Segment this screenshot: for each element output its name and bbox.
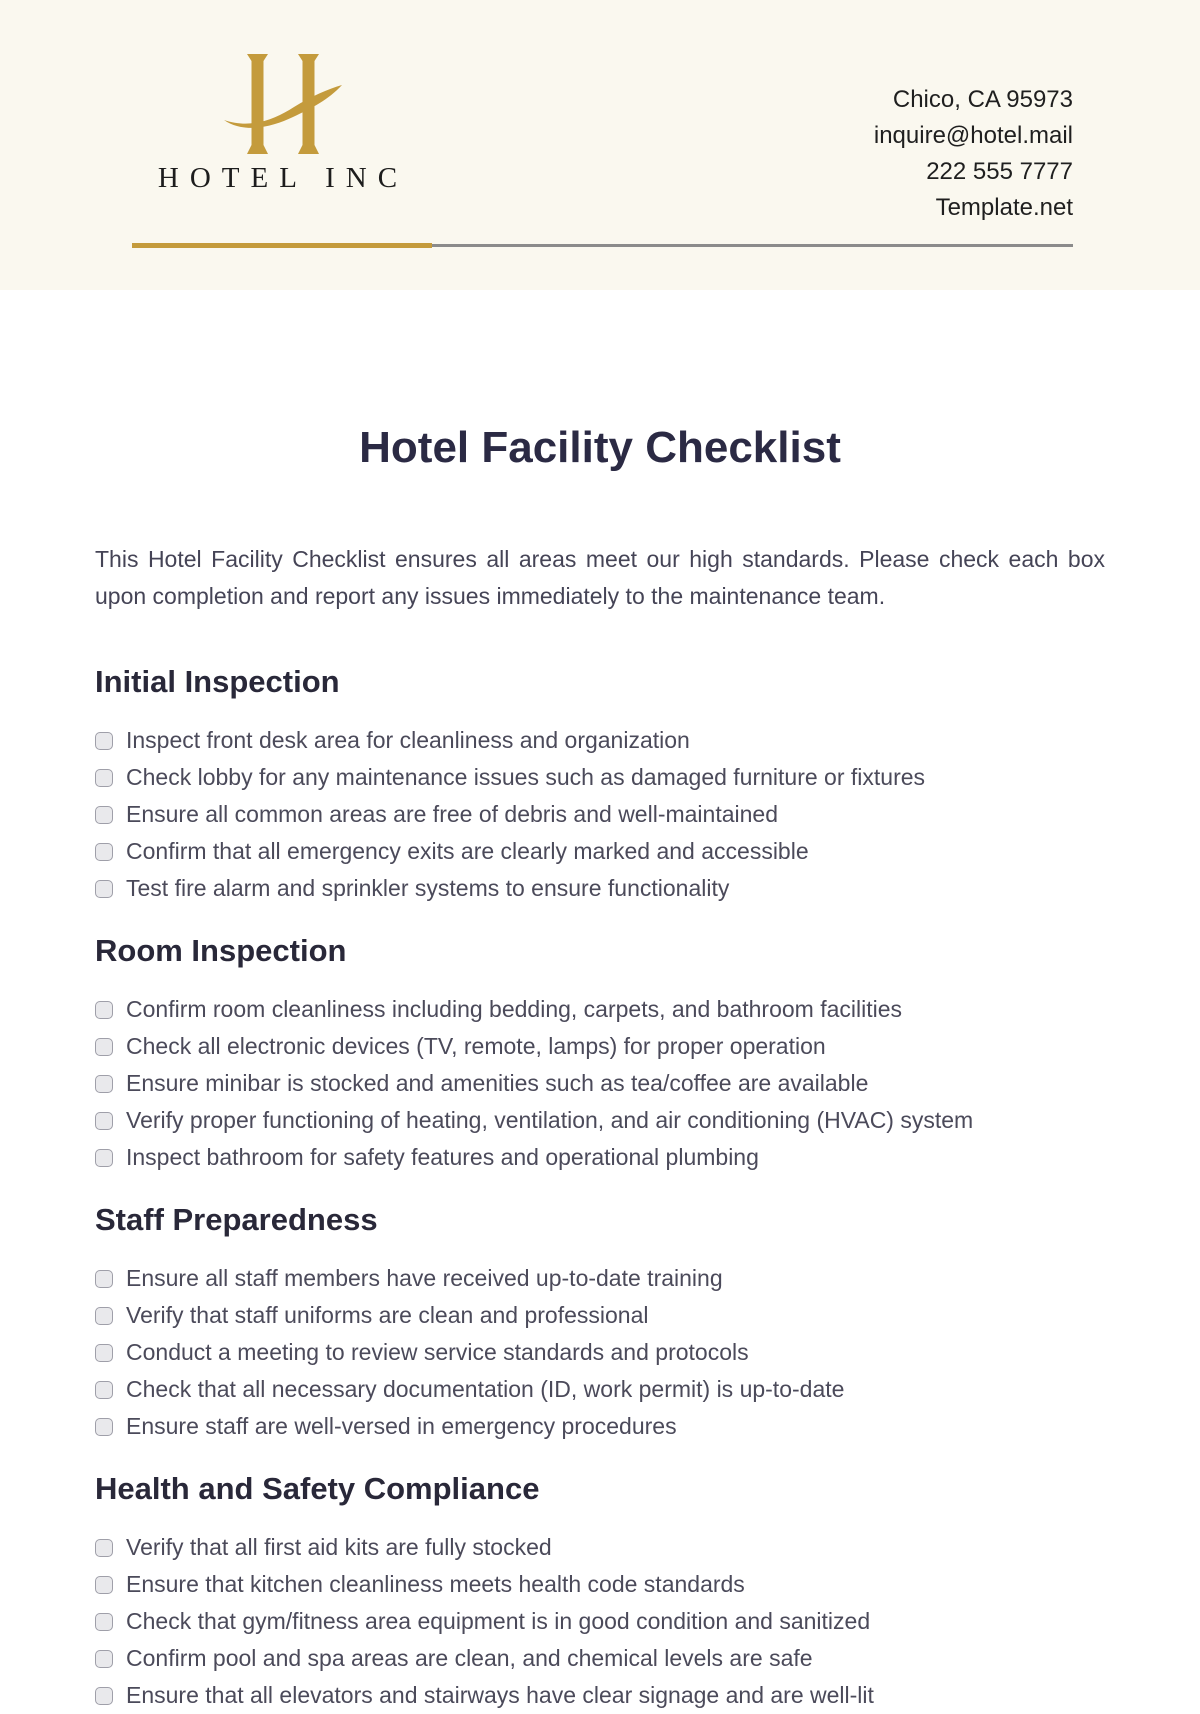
checkbox-icon[interactable] bbox=[95, 1418, 113, 1436]
checklist-item bbox=[95, 870, 1105, 907]
letterhead bbox=[0, 0, 1200, 290]
checkbox-icon[interactable] bbox=[95, 1344, 113, 1362]
checklist-item bbox=[95, 796, 1105, 833]
checklist-item bbox=[95, 1408, 1105, 1445]
checkbox-icon[interactable] bbox=[95, 1270, 113, 1288]
checklist-item bbox=[95, 1139, 1105, 1176]
page-title: Hotel Facility Checklist bbox=[359, 423, 841, 472]
checkbox-icon[interactable] bbox=[95, 1381, 113, 1399]
checkbox-icon[interactable] bbox=[95, 1650, 113, 1668]
checklist-item-label: Ensure all staff members have received up-to-date training bbox=[126, 1265, 723, 1291]
checklist-item-label: Inspect bathroom for safety features and operational plumbing bbox=[126, 1144, 759, 1170]
contact-email: inquire@hotel.mail bbox=[873, 122, 1073, 149]
checklist-item bbox=[95, 1603, 1105, 1640]
checklist-item bbox=[95, 1677, 1105, 1714]
checklist-item-label: Check lobby for any maintenance issues such as damaged furniture or fixtures bbox=[126, 764, 926, 790]
checklist-item bbox=[95, 1028, 1105, 1065]
document-body bbox=[0, 423, 1200, 1714]
checklist-item-label: Verify that staff uniforms are clean and professional bbox=[126, 1302, 649, 1328]
checkbox-icon[interactable] bbox=[95, 1038, 113, 1056]
checkbox-icon[interactable] bbox=[95, 843, 113, 861]
checkbox-icon[interactable] bbox=[95, 769, 113, 787]
checklist-item-label: Confirm room cleanliness including bedding, carpets, and bathroom facilities bbox=[126, 996, 903, 1022]
section-heading: Initial Inspection bbox=[95, 664, 340, 699]
checklist-item-label: Ensure staff are well-versed in emergency procedures bbox=[126, 1413, 677, 1439]
checklist bbox=[95, 991, 1105, 1176]
checklist-item-label: Confirm that all emergency exits are clearly marked and accessible bbox=[126, 838, 809, 864]
checkbox-icon[interactable] bbox=[95, 1001, 113, 1019]
checklist-item bbox=[95, 722, 1105, 759]
section-heading: Room Inspection bbox=[95, 933, 347, 968]
checklist-item-label: Ensure minibar is stocked and amenities such as tea/coffee are available bbox=[126, 1070, 869, 1096]
checklist bbox=[95, 722, 1105, 907]
checklist-item-label: Check that all necessary documentation (ID, work permit) is up-to-date bbox=[126, 1376, 845, 1402]
checkbox-icon[interactable] bbox=[95, 1075, 113, 1093]
hotel-name: HOTEL INC bbox=[157, 162, 409, 194]
checklist-item-label: Check that gym/fitness area equipment is in good condition and sanitized bbox=[126, 1608, 871, 1634]
checklist-item bbox=[95, 1065, 1105, 1102]
checkbox-icon[interactable] bbox=[95, 880, 113, 898]
checkbox-icon[interactable] bbox=[95, 1539, 113, 1557]
contact-address: Chico, CA 95973 bbox=[892, 86, 1073, 113]
checklist-item bbox=[95, 1334, 1105, 1371]
checklist-item bbox=[95, 1102, 1105, 1139]
checkbox-icon[interactable] bbox=[95, 1112, 113, 1130]
checklist bbox=[95, 1260, 1105, 1445]
contact-phone: 222 555 7777 bbox=[926, 158, 1073, 185]
divider-gray-segment bbox=[432, 244, 1073, 247]
checkbox-icon[interactable] bbox=[95, 1613, 113, 1631]
checklist-item bbox=[95, 1640, 1105, 1677]
checklist-item-label: Ensure that all elevators and stairways have clear signage and are well-lit bbox=[126, 1682, 874, 1708]
checklist-item bbox=[95, 1371, 1105, 1408]
hotel-monogram-icon bbox=[222, 52, 344, 158]
section-heading: Staff Preparedness bbox=[95, 1202, 378, 1237]
checklist bbox=[95, 1529, 1105, 1714]
checklist-item bbox=[95, 833, 1105, 870]
contact-website: Template.net bbox=[935, 194, 1073, 221]
checklist-item-label: Inspect front desk area for cleanliness and organization bbox=[126, 727, 690, 753]
checklist-sections bbox=[95, 662, 1105, 1714]
checkbox-icon[interactable] bbox=[95, 732, 113, 750]
header-divider bbox=[132, 243, 1073, 248]
checklist-item bbox=[95, 991, 1105, 1028]
checklist-item bbox=[95, 759, 1105, 796]
checklist-item-label: Verify that all first aid kits are fully stocked bbox=[126, 1534, 552, 1560]
checklist-item-label: Verify proper functioning of heating, ventilation, and air conditioning (HVAC) system bbox=[126, 1107, 974, 1133]
checklist-item bbox=[95, 1529, 1105, 1566]
checkbox-icon[interactable] bbox=[95, 1149, 113, 1167]
intro-paragraph: This Hotel Facility Checklist ensures all areas meet our high standards. Please check each box upon completion and report any issues immediately to the maintenance team. bbox=[95, 546, 1105, 609]
checkbox-icon[interactable] bbox=[95, 1576, 113, 1594]
checklist-item-label: Test fire alarm and sprinkler systems to ensure functionality bbox=[126, 875, 730, 901]
checklist-item-label: Confirm pool and spa areas are clean, and chemical levels are safe bbox=[126, 1645, 813, 1671]
hotel-logo bbox=[143, 52, 423, 195]
checklist-item-label: Ensure all common areas are free of debris and well-maintained bbox=[126, 801, 778, 827]
checkbox-icon[interactable] bbox=[95, 806, 113, 824]
checklist-item-label: Check all electronic devices (TV, remote, lamps) for proper operation bbox=[126, 1033, 826, 1059]
divider-gold-segment bbox=[132, 243, 432, 248]
checkbox-icon[interactable] bbox=[95, 1307, 113, 1325]
checklist-item bbox=[95, 1260, 1105, 1297]
checkbox-icon[interactable] bbox=[95, 1687, 113, 1705]
checklist-item bbox=[95, 1297, 1105, 1334]
contact-block bbox=[874, 82, 1073, 226]
checklist-item-label: Conduct a meeting to review service standards and protocols bbox=[126, 1339, 749, 1365]
checklist-item-label: Ensure that kitchen cleanliness meets health code standards bbox=[126, 1571, 745, 1597]
checklist-item bbox=[95, 1566, 1105, 1603]
section-heading: Health and Safety Compliance bbox=[95, 1471, 540, 1506]
